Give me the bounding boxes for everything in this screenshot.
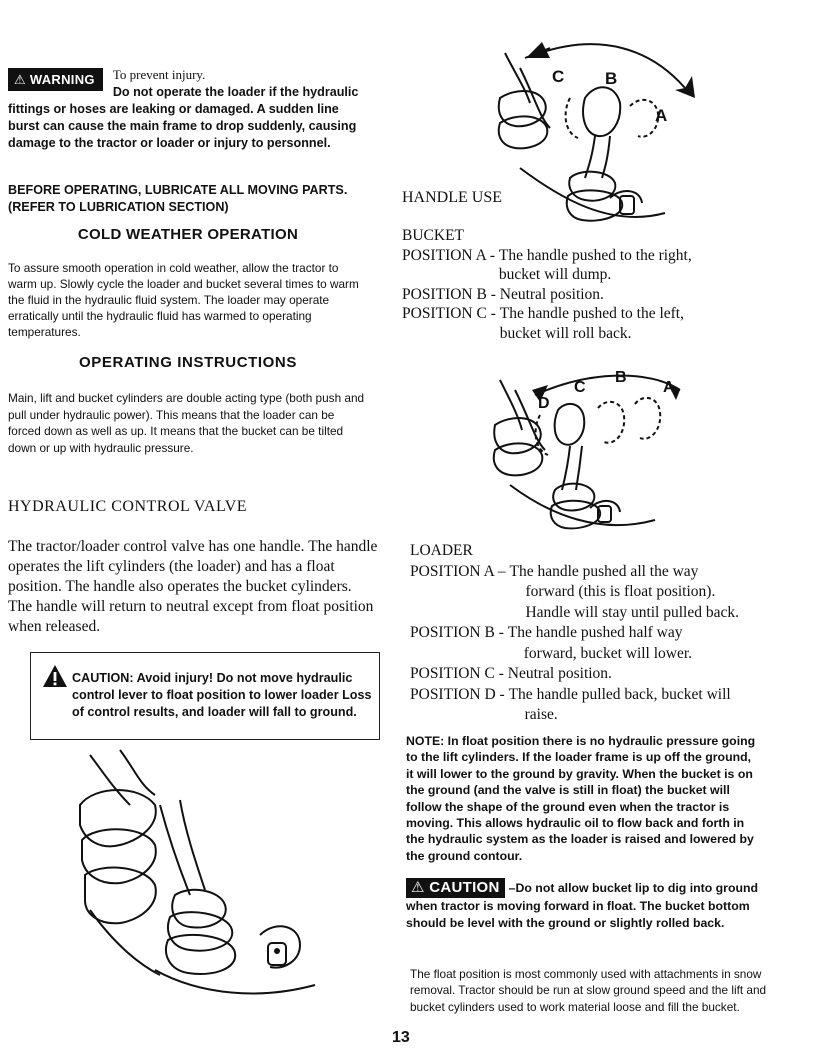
- control-lever-illustration: [60, 745, 360, 1015]
- warning-block: [8, 66, 368, 152]
- loader-position-a-text: The handle pushed all the way: [509, 562, 699, 580]
- loader-position-d-text: The handle pulled back, bucket will: [508, 685, 731, 703]
- loader-position-c-text: Neutral position.: [507, 665, 612, 682]
- cold-weather-heading: COLD WEATHER OPERATION: [77, 226, 299, 243]
- handle-use-caption: HANDLE USE: [402, 189, 502, 206]
- bucket-heading: BUCKET: [402, 227, 464, 244]
- figure2-label-c: C: [574, 379, 586, 396]
- loader-position-d: [410, 685, 800, 726]
- bucket-position-c-text: The handle pushed to the left,: [499, 305, 684, 322]
- loader-handle-illustration: [470, 360, 720, 550]
- hydraulic-valve-heading: HYDRAULIC CONTROL VALVE: [8, 498, 248, 515]
- bucket-handle-illustration: [470, 28, 720, 233]
- loader-position-b-text: The handle pushed half way: [507, 624, 683, 641]
- caution-badge-triangle-icon: ⚠: [411, 879, 425, 896]
- loader-position-b-cont1: forward, bucket will lower.: [523, 644, 693, 662]
- loader-position-a-label: POSITION A –: [410, 562, 506, 580]
- bucket-position-a-cont: bucket will dump.: [498, 266, 612, 283]
- bucket-position-c-label: POSITION C -: [402, 305, 496, 322]
- warning-line1: To prevent injury.: [112, 67, 206, 82]
- loader-position-list: [410, 541, 800, 726]
- bucket-position-b-label: POSITION B -: [402, 285, 496, 303]
- float-usage-text: The float position is most commonly used with attachments in snow removal. Tractor should be run at slow ground speed and the lift and bucket cylinders used to work material loose and fill the bucket.: [410, 967, 767, 1014]
- figure2-label-a: A: [663, 379, 675, 396]
- cold-weather-body: To assure smooth operation in cold weather, allow the tractor to warm up. Slowly cycle the loader and bucket several times to warm the fluid in the hydraulic fluid system. The loader may operate erratically until the hydraulic fluid has warmed to operating temperatures.: [8, 261, 359, 339]
- operating-body: Main, lift and bucket cylinders are double acting type (both push and pull under hydraulic power). This means that the loader can be forced down as well as up. It means that the bucket can be tilted down or up with hydraulic pressure.: [8, 391, 365, 455]
- caution-triangle-icon: [42, 664, 68, 688]
- caution-box-text: CAUTION: Avoid injury! Do not move hydraulic control lever to float position to lower loader Loss of control results, and loader will fall to ground.: [72, 671, 372, 719]
- caution-badge: [406, 878, 505, 898]
- loader-position-c: [410, 664, 800, 685]
- bucket-position-a-text: The handle pushed to the right,: [498, 246, 692, 264]
- figure1-label-a: A: [655, 106, 668, 125]
- caution-badge-label: CAUTION: [429, 879, 500, 896]
- bucket-position-a-label: POSITION A -: [402, 246, 496, 264]
- bucket-position-a: [402, 246, 792, 285]
- lubricate-notice: BEFORE OPERATING, LUBRICATE ALL MOVING PARTS. (REFER TO LUBRICATION SECTION): [8, 183, 348, 214]
- bucket-position-c-cont: bucket will roll back.: [499, 324, 632, 342]
- caution-float-text: –Do not allow bucket lip to dig into ground when tractor is moving forward in float. The bucket bottom should be level with the ground or slightly rolled back.: [406, 881, 758, 930]
- warning-triangle-icon: ⚠: [14, 72, 26, 87]
- figure1-label-b: B: [605, 69, 618, 88]
- loader-position-d-label: POSITION D -: [410, 685, 505, 703]
- hydraulic-valve-body: The tractor/loader control valve has one handle. The handle operates the lift cylinders (the loader) and has a float position. The handle also operates the bucket cylinders. The handle will return to neutral except from float position when released.: [8, 538, 378, 635]
- float-note: NOTE: In float position there is no hydraulic pressure going to the lift cylinders. If the loader frame is up off the ground, it will lower to the ground by gravity. When the bucket is on the ground (and the valve is still in float) the bucket will follow the shape of the ground even when the tractor is moving. This allows hydraulic oil to flow back and forth in the hydraulic system as the loader is raised and lowered by the ground contour.: [406, 734, 756, 863]
- warning-body: Do not operate the loader if the hydraulic fittings or hoses are leaking or damaged. A sudden line burst can cause the main frame to drop suddenly, causing damage to the tractor or loader or injury to personnel.: [8, 85, 359, 150]
- loader-position-b: [410, 623, 800, 664]
- bucket-position-c: [402, 304, 792, 343]
- loader-position-c-label: POSITION C -: [410, 665, 504, 682]
- loader-position-a-cont2: Handle will stay until pulled back.: [525, 603, 739, 621]
- bucket-position-list: [402, 226, 792, 343]
- warning-badge-label: WARNING: [29, 72, 95, 87]
- loader-position-d-cont1: raise.: [524, 706, 558, 723]
- bucket-position-b: [402, 285, 792, 305]
- operating-heading: OPERATING INSTRUCTIONS: [79, 354, 297, 371]
- loader-position-b-label: POSITION B -: [410, 624, 504, 641]
- caution-float-block: [406, 878, 758, 931]
- loader-position-a-cont1: forward (this is float position).: [525, 583, 716, 600]
- page-number: 13: [392, 1029, 410, 1046]
- bucket-position-b-text: Neutral position.: [499, 285, 604, 303]
- loader-position-a: [410, 562, 800, 624]
- figure1-label-c: C: [552, 67, 565, 86]
- warning-badge: [8, 68, 103, 91]
- figure2-label-d: D: [538, 395, 550, 412]
- loader-heading: LOADER: [410, 542, 473, 559]
- figure2-label-b: B: [615, 369, 627, 386]
